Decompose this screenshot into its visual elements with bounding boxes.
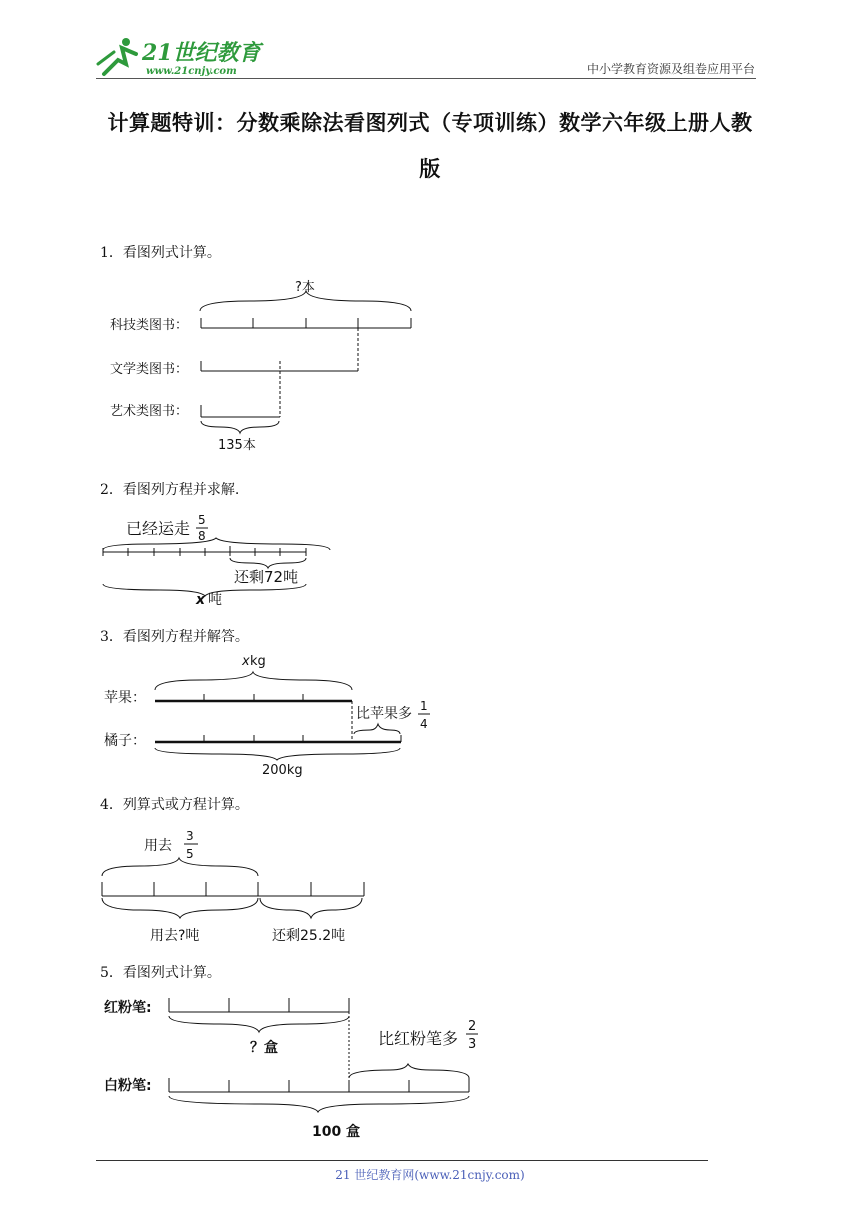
top-label: 已经运走 [126,519,191,538]
fraction-numerator: 1 [420,699,428,713]
brace-bottom [169,1096,469,1112]
logo [96,34,266,80]
bottom-unit: 吨 [208,592,222,608]
brace-top [103,538,330,550]
page-title [96,100,764,192]
fraction-denominator: 4 [420,717,428,731]
title-line-2: 版 [419,157,441,181]
bottom-right-label: 还剩25.2吨 [272,928,346,944]
brace-bottom [201,421,279,433]
row-orange-label: 橘子： [104,733,146,749]
fraction-numerator: 2 [468,1019,477,1034]
title-line-1: 计算题特训：分数乘除法看图列式（专项训练）数学六年级上册人教 [107,111,753,135]
question-4-diagram [100,826,380,948]
brace-top [102,858,258,876]
bottom-label: 135本 [218,438,256,453]
question-1-label: 1．看图列式计算。 [100,245,221,261]
row-apple-label: 苹果： [104,690,146,706]
bottom-var: x [196,592,206,608]
brace-top [155,672,352,690]
runner-icon [98,38,136,74]
question-5-diagram [100,990,500,1150]
bottom-label: 200kg [262,763,303,778]
brace-bottom [155,748,400,760]
fraction-numerator: 3 [186,829,194,843]
fraction-denominator: 5 [186,847,194,861]
question-5-label: 5．看图列式计算。 [100,965,221,981]
fraction-denominator: 8 [198,529,206,543]
top-label: 用去 [144,838,172,854]
row-red-label: 红粉笔: [104,1000,152,1016]
side-label: 比红粉笔多 [378,1029,459,1048]
bottom-label: 100 盒 [312,1124,361,1140]
side-label: 比苹果多 [356,706,412,722]
fraction-numerator: 5 [198,513,206,527]
top-label: ?本 [295,280,315,295]
row-science-label: 科技类图书： [110,318,189,333]
mid-label: ？盒 [250,1040,278,1056]
bottom-left-label: 用去?吨 [150,928,200,944]
question-3-diagram [100,648,440,780]
mid-label: 还剩72吨 [234,568,299,586]
top-var: x [242,654,250,669]
question-4-label: 4．列算式或方程计算。 [100,797,249,813]
brace-bottom-right [260,898,362,918]
brace-red [169,1016,349,1032]
question-1-diagram [100,275,440,460]
row-literature-label: 文学类图书： [110,362,189,377]
brace-side [354,724,400,734]
logo-url: www.21cnjy.com [146,66,237,77]
footer-link[interactable]: 21 世纪教育网(www.21cnjy.com) [335,1168,525,1182]
question-2-diagram [100,508,340,608]
question-2-label: 2．看图列方程并求解. [100,482,240,498]
fraction-denominator: 3 [468,1037,477,1052]
header-divider [96,78,756,79]
logo-text: 21世纪教育 [142,40,261,66]
row-white-label: 白粉笔: [104,1078,152,1094]
brace-side [349,1064,469,1078]
top-unit: kg [250,654,266,669]
row-art-label: 艺术类图书： [110,404,189,419]
brace-bottom-left [102,898,258,918]
header-platform-text: 中小学教育资源及组卷应用平台 [586,62,755,76]
footer-divider [96,1160,708,1161]
question-3-label: 3．看图列方程并解答。 [100,629,249,645]
brace-mid [230,558,306,568]
